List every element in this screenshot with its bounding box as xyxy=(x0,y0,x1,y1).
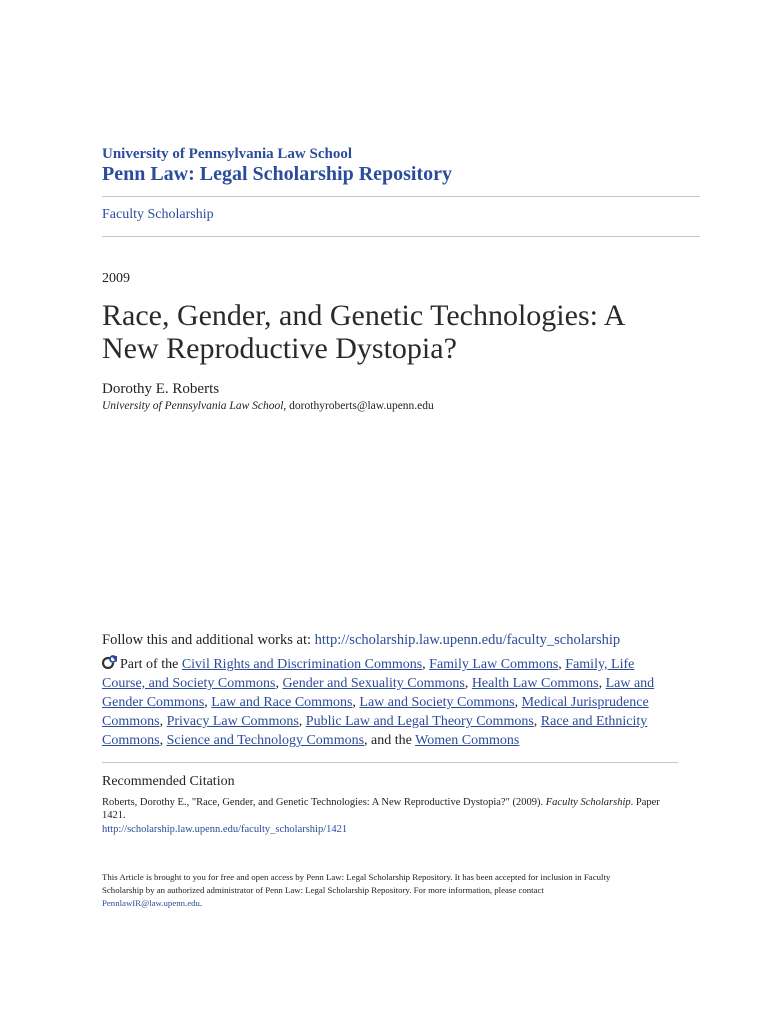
commons-separator: , xyxy=(352,695,360,710)
commons-link[interactable]: Family, Life Course, and Society Commons xyxy=(102,657,635,691)
publication-year: 2009 xyxy=(102,271,130,286)
creative-commons-icon xyxy=(102,655,118,669)
commons-separator: , xyxy=(159,714,167,729)
follow-text: Follow this and additional works at: xyxy=(102,632,315,648)
commons-link[interactable]: Women Commons xyxy=(415,733,520,748)
commons-link[interactable]: Medical Jurisprudence Commons xyxy=(102,695,649,729)
commons-link[interactable]: Science and Technology Commons xyxy=(166,733,365,748)
part-of-prefix: Part of the xyxy=(120,657,182,672)
commons-link[interactable]: Civil Rights and Discrimination Commons xyxy=(181,657,423,672)
commons-link[interactable]: Health Law Commons xyxy=(471,676,599,691)
footer-end: . xyxy=(199,898,203,908)
commons-link[interactable]: Law and Society Commons xyxy=(359,695,515,710)
author-email: dorothyroberts@law.upenn.edu xyxy=(289,400,434,412)
commons-link[interactable]: Law and Race Commons xyxy=(211,695,353,710)
commons-separator: , xyxy=(533,714,541,729)
footer-notice xyxy=(102,871,642,910)
institution-name[interactable]: University of Pennsylvania Law School xyxy=(102,146,353,162)
citation-text xyxy=(102,796,662,822)
commons-link[interactable]: Privacy Law Commons xyxy=(166,714,299,729)
commons-link[interactable]: Public Law and Legal Theory Commons xyxy=(305,714,534,729)
citation-series: Faculty Scholarship xyxy=(545,797,631,808)
commons-link[interactable]: Gender and Sexuality Commons xyxy=(282,676,465,691)
citation-text-after: . Paper 1421. xyxy=(102,797,660,821)
divider xyxy=(102,196,700,197)
author-affiliation: University of Pennsylvania Law School, dorothyroberts@law.upenn.edu xyxy=(102,400,434,412)
author-name: Dorothy E. Roberts xyxy=(102,381,220,397)
commons-separator: , xyxy=(204,695,212,710)
follow-url-link[interactable]: http://scholarship.law.upenn.edu/faculty_scholarship xyxy=(314,632,621,648)
commons-separator: , xyxy=(514,695,522,710)
repository-header xyxy=(102,146,702,186)
citation-text-before: Roberts, Dorothy E., "Race, Gender, and Genetic Technologies: A New Reproductive Dystopia?" (2009). xyxy=(102,797,546,808)
recommended-citation-heading: Recommended Citation xyxy=(102,774,235,789)
commons-separator: , xyxy=(298,714,306,729)
commons-link[interactable]: Family Law Commons xyxy=(429,657,559,672)
repository-name[interactable]: Penn Law: Legal Scholarship Repository xyxy=(102,163,453,185)
article-title: Race, Gender, and Genetic Technologies: A New Reproductive Dystopia? xyxy=(102,299,624,365)
follow-line xyxy=(102,632,702,649)
commons-separator: , xyxy=(464,676,472,691)
affiliation-name: University of Pennsylvania Law School xyxy=(102,400,284,412)
contact-email-link[interactable]: PennlawIR@law.upenn.edu xyxy=(102,898,200,908)
citation-url-link[interactable]: http://scholarship.law.upenn.edu/faculty_scholarship/1421 xyxy=(102,824,348,835)
commons-separator: , xyxy=(558,657,566,672)
footer-text: This Article is brought to you for free and open access by Penn Law: Legal Scholarship Repository. It has been accepted for inclusion in Faculty Scholarship by an authorized administrator of Penn Law: Legal Scholarship Repository. For more information, please contact xyxy=(102,872,611,895)
commons-separator: , xyxy=(598,676,606,691)
divider xyxy=(102,762,678,763)
commons-separator: , xyxy=(422,657,430,672)
commons-link[interactable]: Law and Gender Commons xyxy=(102,676,655,710)
commons-list xyxy=(102,657,654,748)
commons-separator: , xyxy=(159,733,167,748)
commons-separator: , xyxy=(275,676,283,691)
commons-separator: , and the xyxy=(364,733,416,748)
collection-link[interactable]: Faculty Scholarship xyxy=(102,207,214,222)
divider xyxy=(102,236,700,237)
part-of-commons xyxy=(102,655,662,750)
commons-link[interactable]: Race and Ethnicity Commons xyxy=(102,714,648,748)
